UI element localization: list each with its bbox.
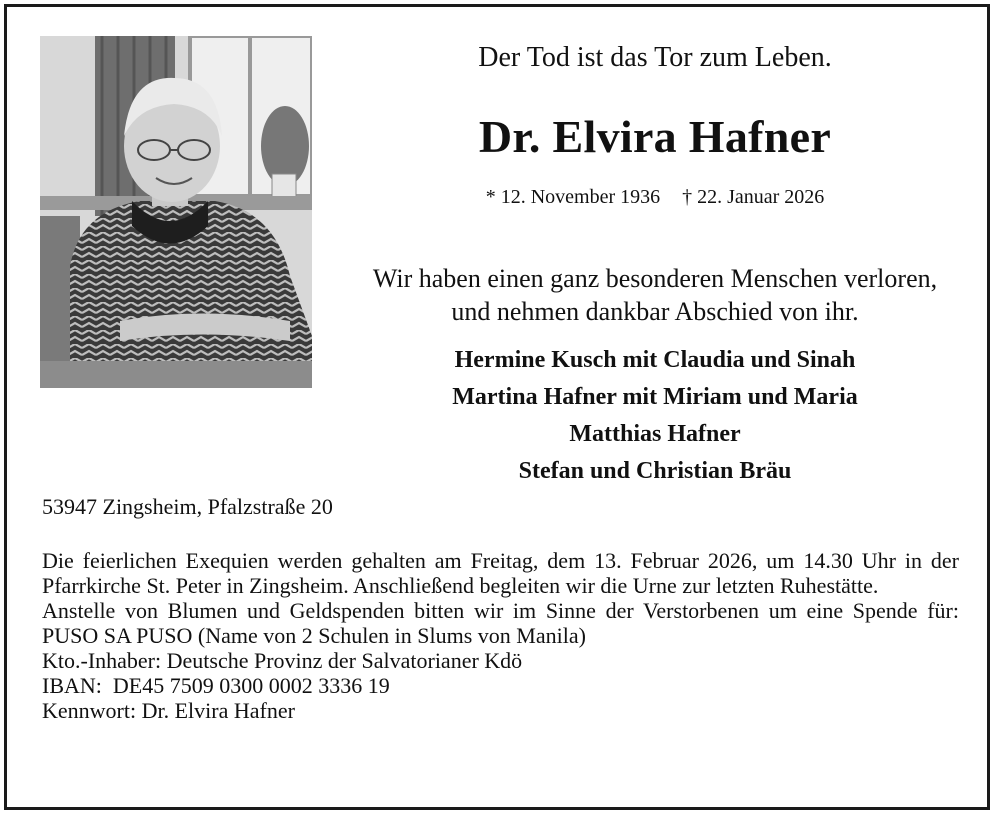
family-member: Stefan und Christian Bräu xyxy=(518,458,792,484)
death-date: † 22. Januar 2026 xyxy=(682,186,825,208)
birth-date: * 12. November 1936 xyxy=(485,186,661,208)
portrait-photo xyxy=(40,36,312,388)
motto: Der Tod ist das Tor zum Leben. xyxy=(478,42,832,73)
farewell-line: Wir haben einen ganz besonderen Menschen verloren, xyxy=(372,264,938,293)
family-member: Matthias Hafner xyxy=(569,421,741,447)
donation-paragraph: Anstelle von Blumen und Geldspenden bitten wir im Sinne der Verstorbenen um eine Spende für: PUSO SA PUSO (Name von 2 Schulen in Slums von Manila) xyxy=(42,598,959,648)
portrait-image xyxy=(40,36,312,388)
life-dates xyxy=(330,186,980,209)
family-list xyxy=(330,342,980,490)
iban: IBAN: DE45 7509 0300 0002 3336 19 xyxy=(42,673,390,698)
family-member: Hermine Kusch mit Claudia und Sinah xyxy=(454,347,856,373)
farewell-text xyxy=(330,262,980,328)
deceased-name: Dr. Elvira Hafner xyxy=(478,111,832,162)
keyword: Kennwort: Dr. Elvira Hafner xyxy=(42,698,295,723)
service-paragraph: Die feierlichen Exequien werden gehalten am Freitag, dem 13. Februar 2026, um 14.30 Uhr in der Pfarrkirche St. Peter in Zingsheim. Anschließend begleiten wir die Urne zur letzten Ruhestätte. xyxy=(42,548,959,598)
details-text xyxy=(42,548,959,723)
address: 53947 Zingsheim, Pfalzstraße 20 xyxy=(42,494,333,519)
account-holder: Kto.-Inhaber: Deutsche Provinz der Salvatorianer Kdö xyxy=(42,648,523,673)
family-member: Martina Hafner mit Miriam und Maria xyxy=(452,384,858,410)
farewell-line: und nehmen dankbar Abschied von ihr. xyxy=(451,297,859,326)
